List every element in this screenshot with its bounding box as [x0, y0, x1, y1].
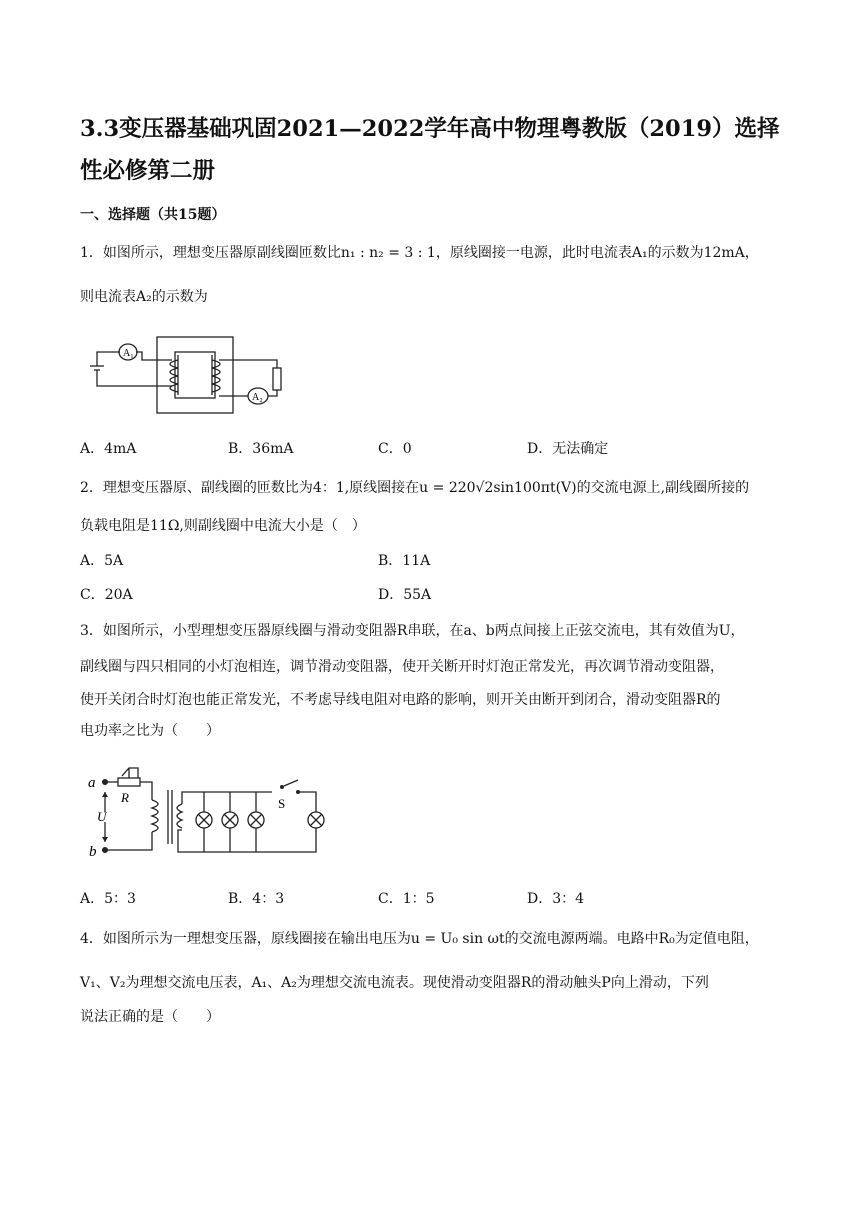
q1-meter-a1-label: A₁ — [123, 348, 134, 359]
q3-line2: 副线圈与四只相同的小灯泡相连，调节滑动变阻器，使开关断开时灯泡正常发光，再次调节滑动变阻器， — [80, 659, 724, 675]
q4-line2: V₁、V₂为理想交流电压表，A₁、A₂为理想交流电流表。现使滑动变阻器R的滑动触头P向上滑动，下列 — [80, 975, 709, 991]
q2-option-a[interactable]: A．5A — [80, 553, 124, 569]
q3-option-b[interactable]: B．4：3 — [228, 891, 285, 907]
q3-option-d[interactable]: D．3：4 — [527, 891, 585, 907]
q2-option-d[interactable]: D．55A — [378, 587, 432, 603]
q2-option-c[interactable]: C．20A — [80, 587, 133, 603]
q3-transformer-lamps-figure — [82, 760, 332, 865]
q1-option-a[interactable]: A．4mA — [80, 441, 137, 457]
q3-label-b: b — [89, 844, 97, 860]
q3-option-c[interactable]: C．1：5 — [378, 891, 435, 907]
q3-line4: 电功率之比为（ ） — [80, 723, 220, 739]
q2-line2: 负载电阻是11Ω,则副线圈中电流大小是（ ） — [80, 518, 366, 534]
section-heading: 一、选择题（共15题） — [80, 207, 226, 223]
q1-meter-a2-label: A₂ — [252, 392, 263, 403]
q1-transformer-circuit-figure — [82, 330, 297, 416]
q3-line3: 使开关闭合时灯泡也能正常发光，不考虑导线电阻对电路的影响，则开关由断开到闭合，滑动变阻器R的 — [80, 692, 721, 708]
q3-label-s: S — [278, 796, 286, 811]
q2-line1: 2．理想变压器原、副线圈的匝数比为4：1,原线圈接在u = 220√2sin100πt(V)的交流电源上,副线圈所接的 — [80, 480, 750, 496]
document-title: 3.3变压器基础巩固2021—2022学年高中物理粤教版（2019）选择性必修第二册 — [80, 116, 780, 184]
q1-line2: 则电流表A₂的示数为 — [80, 289, 208, 305]
q1-option-d[interactable]: D．无法确定 — [527, 441, 609, 457]
q3-label-r: R — [121, 790, 129, 805]
q1-option-b[interactable]: B．36mA — [228, 441, 294, 457]
q1-line1: 1．如图所示，理想变压器原副线圈匝数比n₁ : n₂ = 3 : 1，原线圈接一电源，此时电流表A₁的示数为12mA， — [80, 245, 759, 261]
q4-line1: 4．如图所示为一理想变压器，原线圈接在输出电压为u = U₀ sin ωt的交流电源两端。电路中R₀为定值电阻， — [80, 931, 759, 947]
q3-line1: 3．如图所示，小型理想变压器原线圈与滑动变阻器R串联，在a、b两点间接上正弦交流电，其有效值为U， — [80, 623, 745, 639]
q3-option-a[interactable]: A．5：3 — [80, 891, 136, 907]
q4-line3: 说法正确的是（ ） — [80, 1009, 220, 1025]
q3-label-a: a — [88, 775, 96, 791]
q1-option-c[interactable]: C．0 — [378, 441, 412, 457]
q3-label-u: U — [97, 809, 107, 824]
q2-option-b[interactable]: B．11A — [378, 553, 431, 569]
